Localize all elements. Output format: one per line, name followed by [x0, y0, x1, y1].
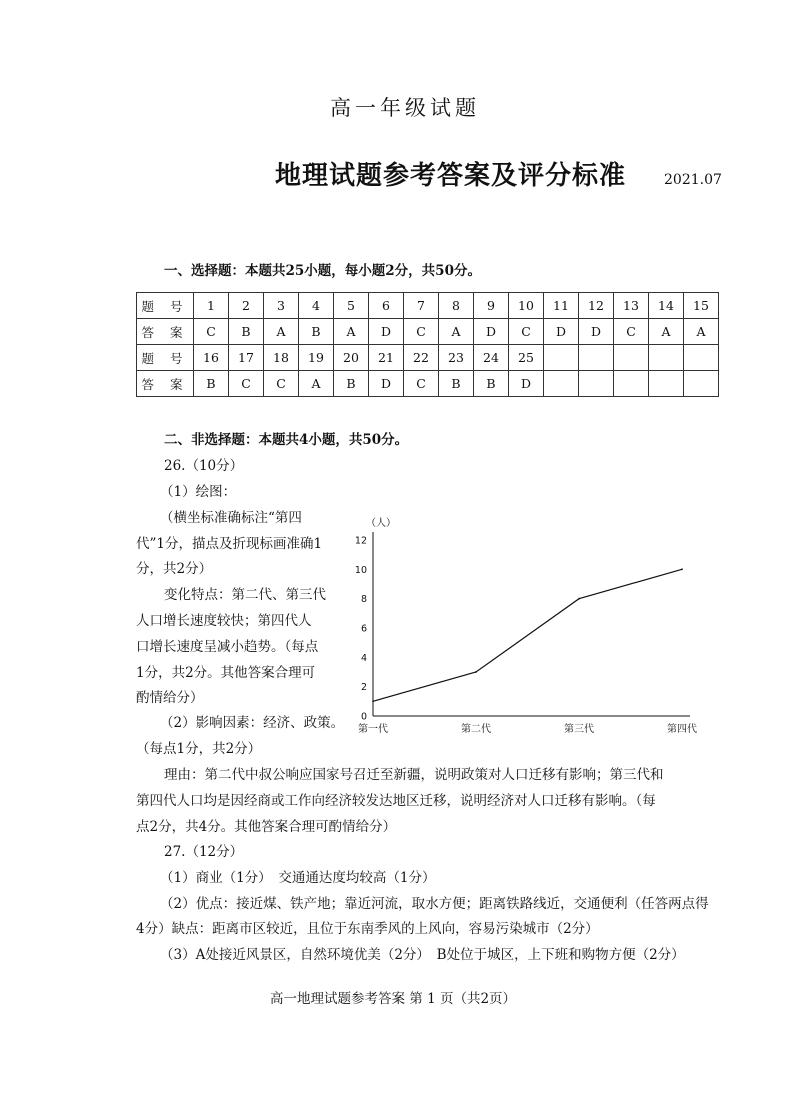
q26-part2-line1: （2）影响因素：经济、政策。 — [160, 715, 345, 731]
y-axis-unit-label: （人） — [366, 518, 396, 529]
q26-note-line2: 代”1分，描点及折现标画准确1 — [136, 536, 323, 552]
empty-cell — [649, 345, 684, 371]
question-number: 3 — [264, 293, 299, 319]
answer-cell: A — [684, 319, 719, 345]
answer-cell: B — [299, 319, 334, 345]
answer-cell: C — [194, 319, 229, 345]
empty-cell — [614, 371, 649, 397]
question-number: 7 — [404, 293, 439, 319]
answer-table — [136, 292, 719, 397]
grade-title: 高一年级试题 — [330, 96, 480, 120]
y-tick-label: 0 — [360, 711, 367, 723]
data-point — [578, 598, 580, 600]
question-number: 2 — [229, 293, 264, 319]
y-tick-label: 4 — [360, 652, 367, 664]
q26-feature-line1: 变化特点：第二代、第三代 — [164, 587, 326, 603]
empty-cell — [579, 345, 614, 371]
answer-cell: B — [474, 371, 509, 397]
answer-cell: B — [194, 371, 229, 397]
question-number: 19 — [299, 345, 334, 371]
question-row-2 — [137, 345, 719, 371]
question-number: 11 — [544, 293, 579, 319]
question-number: 15 — [684, 293, 719, 319]
answer-cell: D — [509, 371, 544, 397]
answer-row-1 — [137, 319, 719, 345]
question-number: 17 — [229, 345, 264, 371]
answer-cell: C — [614, 319, 649, 345]
q27-part3: （3）A处接近风景区，自然环境优美（2分） B处位于城区，上下班和购物方便（2分） — [160, 947, 685, 963]
q27-part2-line2: 4分）缺点：距离市区较近，且位于东南季风的上风向，容易污染城市（2分） — [136, 921, 599, 937]
empty-cell — [544, 371, 579, 397]
empty-cell — [579, 371, 614, 397]
question-number: 12 — [579, 293, 614, 319]
row-label: 答 案 — [137, 319, 194, 345]
question-number: 20 — [334, 345, 369, 371]
question-number: 24 — [474, 345, 509, 371]
answer-cell: A — [649, 319, 684, 345]
answer-cell: C — [264, 371, 299, 397]
page-footer: 高一地理试题参考答案 第 1 页（共2页） — [270, 991, 517, 1007]
answer-cell: A — [264, 319, 299, 345]
question-number: 18 — [264, 345, 299, 371]
x-tick-label: 第一代 — [358, 724, 388, 735]
population-line-chart — [340, 510, 710, 745]
answer-cell: D — [579, 319, 614, 345]
answer-cell: A — [439, 319, 474, 345]
q26-reason-line2: 第四代人口均是因经商或工作向经济较发达地区迁移，说明经济对人口迁移有影响。（每 — [136, 793, 656, 809]
question-number: 8 — [439, 293, 474, 319]
x-tick-label: 第四代 — [667, 724, 697, 735]
question-number: 1 — [194, 293, 229, 319]
q26-feature-line3: 口增长速度呈减小趋势。（每点 — [136, 639, 319, 655]
answer-cell: D — [369, 319, 404, 345]
q26-title: 26.（10分） — [164, 458, 244, 474]
row-label: 题 号 — [137, 293, 194, 319]
y-tick-label: 12 — [354, 535, 367, 547]
q26-part2-line2: （每点1分，共2分） — [136, 741, 262, 757]
q26-feature-line4: 1分，共2分。其他答案合理可 — [136, 665, 316, 681]
question-number: 22 — [404, 345, 439, 371]
answer-cell: B — [439, 371, 474, 397]
row-label: 答 案 — [137, 371, 194, 397]
question-row-1 — [137, 293, 719, 319]
y-tick-label: 8 — [360, 594, 367, 606]
series-line — [373, 569, 682, 701]
answer-cell: C — [229, 371, 264, 397]
answer-cell: A — [299, 371, 334, 397]
q26-part1: （1）绘图： — [160, 484, 237, 500]
question-number: 25 — [509, 345, 544, 371]
question-number: 14 — [649, 293, 684, 319]
answer-row-2 — [137, 371, 719, 397]
y-tick-label: 10 — [354, 564, 367, 576]
q27-title: 27.（12分） — [164, 844, 244, 860]
q26-feature-line5: 酌情给分） — [136, 690, 204, 706]
x-tick-label: 第三代 — [564, 724, 594, 735]
q26-feature-line2: 人口增长速度较快；第四代人 — [136, 613, 312, 629]
date-label: 2021.07 — [664, 172, 722, 188]
answer-cell: B — [334, 371, 369, 397]
answer-cell: D — [369, 371, 404, 397]
empty-cell — [649, 371, 684, 397]
q26-note-line3: 分，共2分） — [136, 561, 213, 577]
question-number: 6 — [369, 293, 404, 319]
y-tick-label: 6 — [360, 623, 367, 635]
x-tick-label: 第二代 — [461, 724, 491, 735]
answer-cell: C — [509, 319, 544, 345]
q26-reason-line1: 理由：第二代中叔公响应国家号召迁至新疆，说明政策对人口迁移有影响；第三代和 — [164, 767, 664, 783]
row-label: 题 号 — [137, 345, 194, 371]
answer-cell: A — [334, 319, 369, 345]
q27-part2-line1: （2）优点：接近煤、铁产地；靠近河流，取水方便；距离铁路线近，交通便利（任答两点得 — [160, 896, 709, 912]
empty-cell — [684, 345, 719, 371]
question-number: 9 — [474, 293, 509, 319]
question-number: 16 — [194, 345, 229, 371]
data-point — [475, 671, 477, 673]
answer-cell: C — [404, 371, 439, 397]
question-number: 23 — [439, 345, 474, 371]
question-number: 4 — [299, 293, 334, 319]
empty-cell — [544, 345, 579, 371]
empty-cell — [684, 371, 719, 397]
answer-cell: B — [229, 319, 264, 345]
data-point — [681, 568, 683, 570]
q26-note-line1: （横坐标准确标注“第四 — [160, 510, 302, 526]
q26-reason-line3: 点2分，共4分。其他答案合理可酌情给分） — [136, 819, 397, 835]
data-point — [372, 700, 374, 702]
main-title: 地理试题参考答案及评分标准 — [275, 161, 627, 191]
empty-cell — [614, 345, 649, 371]
answer-cell: C — [404, 319, 439, 345]
answer-cell: D — [474, 319, 509, 345]
section2-heading: 二、非选择题：本题共4小题，共50分。 — [164, 432, 409, 448]
question-number: 10 — [509, 293, 544, 319]
question-number: 5 — [334, 293, 369, 319]
y-tick-label: 2 — [360, 682, 367, 694]
question-number: 21 — [369, 345, 404, 371]
answer-cell: D — [544, 319, 579, 345]
question-number: 13 — [614, 293, 649, 319]
section1-heading: 一、选择题：本题共25小题，每小题2分，共50分。 — [164, 263, 481, 279]
q27-part1: （1）商业（1分） 交通通达度均较高（1分） — [160, 870, 436, 886]
